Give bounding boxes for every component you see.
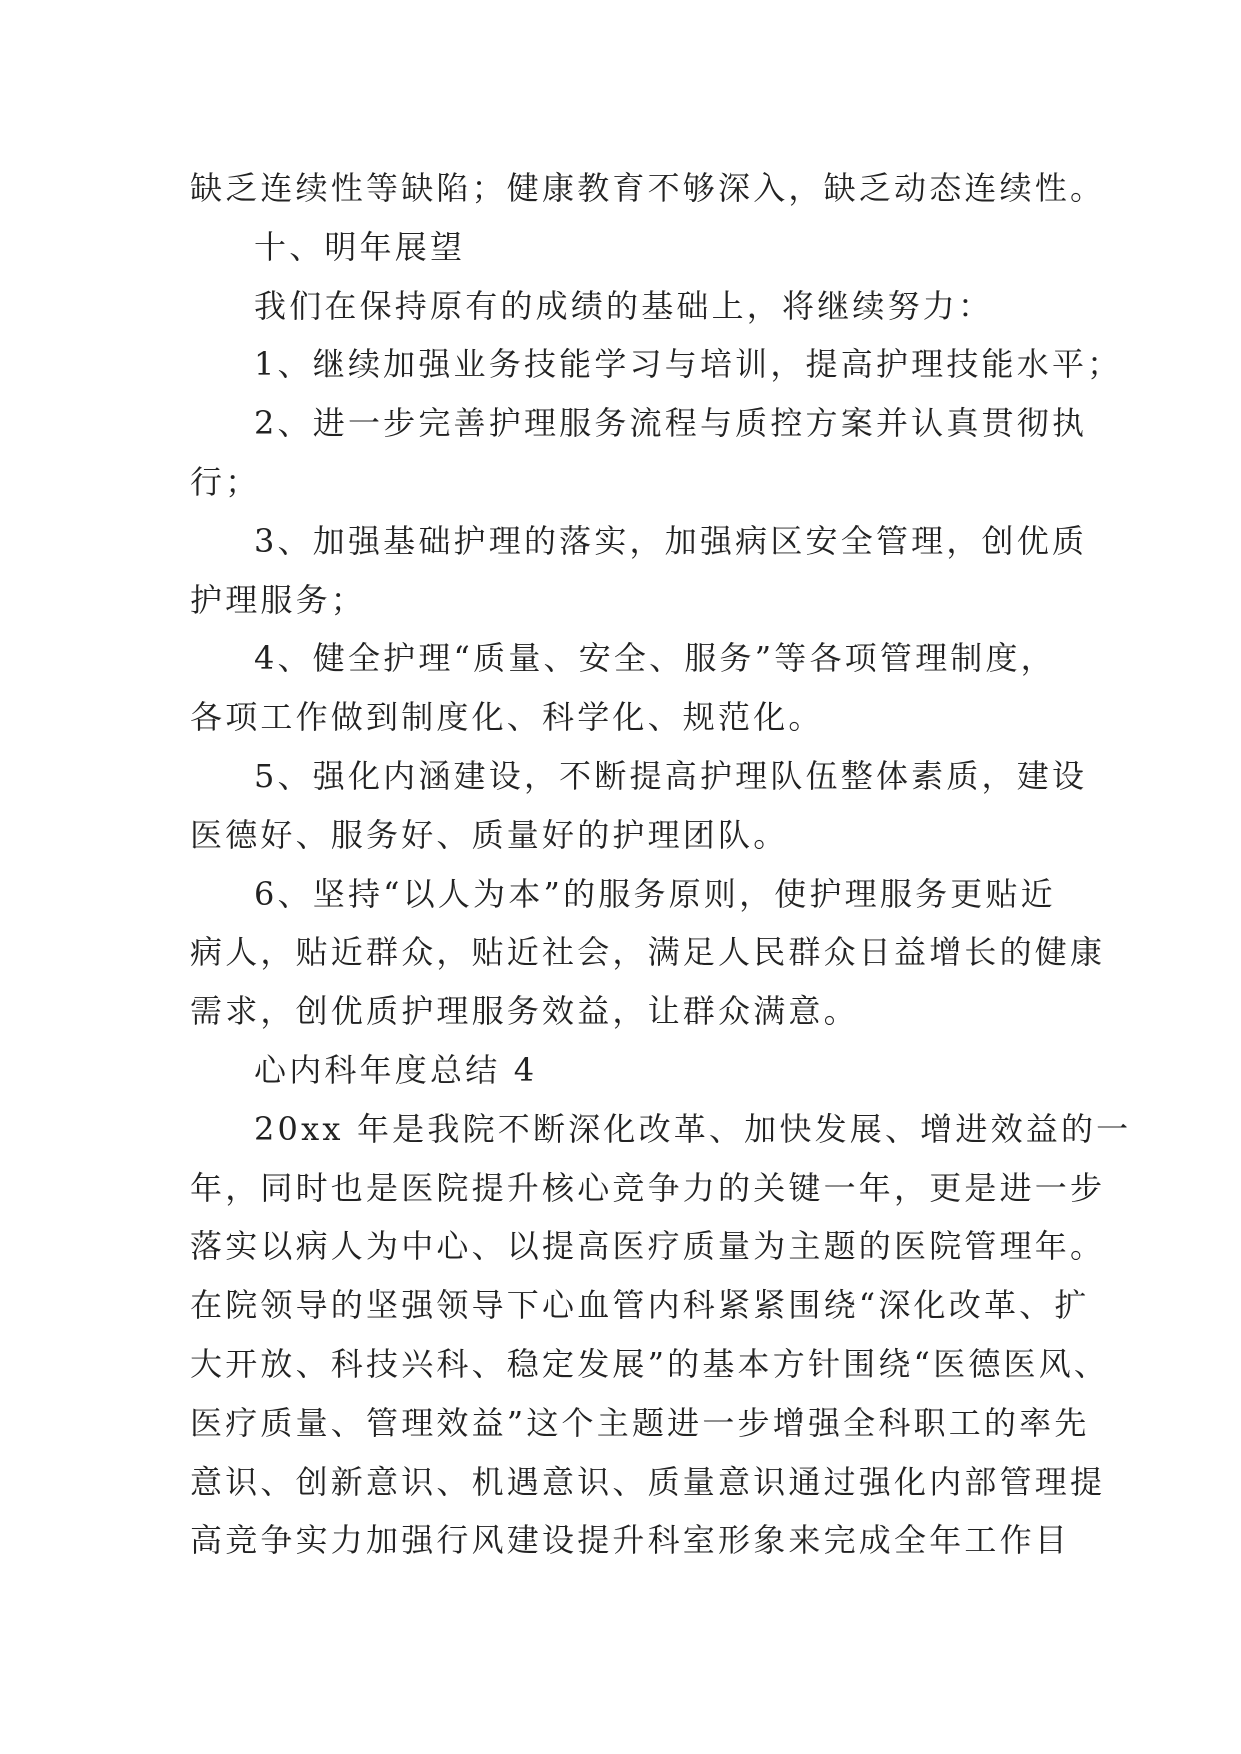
section-heading: 心内科年度总结 4 <box>254 1050 538 1089</box>
document-body <box>190 159 1132 1570</box>
text-line: 20xx 年是我院不断深化改革、加快发展、增进效益的一 <box>254 1109 1132 1148</box>
list-item: 2、进一步完善护理服务流程与质控方案并认真贯彻执 <box>254 404 1088 443</box>
text-line: 我们在保持原有的成绩的基础上，将继续努力： <box>254 286 994 325</box>
text-line: 医疗质量、管理效益”这个主题进一步增强全科职工的率先 <box>190 1403 1090 1442</box>
text-line: 各项工作做到制度化、科学化、规范化。 <box>190 698 824 737</box>
text-line: 意识、创新意识、机遇意识、质量意识通过强化内部管理提 <box>190 1462 1106 1501</box>
text-line: 病人，贴近群众，贴近社会，满足人民群众日益增长的健康 <box>190 933 1106 972</box>
text-line: 行； <box>190 462 261 501</box>
text-line: 医德好、服务好、质量好的护理团队。 <box>190 815 789 854</box>
text-line: 大开放、科技兴科、稳定发展”的基本方针围绕“医德医风、 <box>190 1344 1110 1383</box>
text-line: 护理服务； <box>190 580 367 619</box>
text-line: 高竞争实力加强行风建设提升科室形象来完成全年工作目 <box>190 1521 1071 1560</box>
list-item: 5、强化内涵建设，不断提高护理队伍整体素质，建设 <box>254 756 1088 795</box>
text-line: 落实以病人为中心、以提高医疗质量为主题的医院管理年。 <box>190 1227 1106 1266</box>
section-heading: 十、明年展望 <box>254 227 466 266</box>
text-line: 在院领导的坚强领导下心血管内科紧紧围绕“深化改革、扩 <box>190 1286 1090 1325</box>
text-line: 年，同时也是医院提升核心竞争力的关键一年，更是进一步 <box>190 1168 1106 1207</box>
list-item: 4、健全护理“质量、安全、服务”等各项管理制度， <box>254 639 1056 678</box>
list-item: 1、继续加强业务技能学习与培训，提高护理技能水平； <box>254 345 1123 384</box>
list-item: 6、坚持“以人为本”的服务原则，使护理服务更贴近 <box>254 874 1056 913</box>
text-line: 需求，创优质护理服务效益，让群众满意。 <box>190 992 859 1031</box>
list-item: 3、加强基础护理的落实，加强病区安全管理，创优质 <box>254 521 1088 560</box>
text-line: 缺乏连续性等缺陷；健康教育不够深入，缺乏动态连续性。 <box>190 169 1106 207</box>
